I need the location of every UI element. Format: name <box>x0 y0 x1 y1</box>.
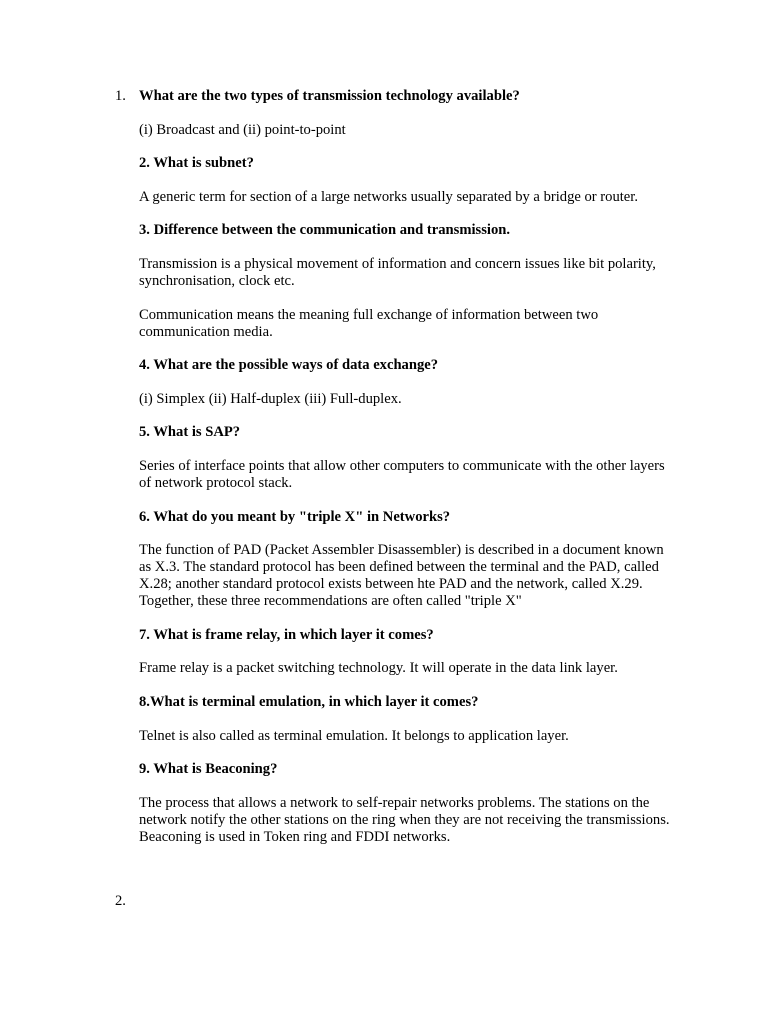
answer-8: Telnet is also called as terminal emulation. It belongs to application layer. <box>139 727 569 744</box>
answer-6: The function of PAD (Packet Assembler Disassembler) is described in a document known as X.3. The standard protocol has been defined between the terminal and the PAD, called X.28; another standard protocol exists between hte PAD and the network, called X.29. Together, these three recommendations are often called "triple X" <box>139 542 664 610</box>
question-6: 6. What do you meant by "triple X" in Networks? <box>139 508 451 525</box>
question-1: What are the two types of transmission technology available? <box>139 88 520 104</box>
answer-3b: Communication means the meaning full exchange of information between two communication media. <box>139 306 599 340</box>
list-number-1: 1. <box>115 88 126 104</box>
answer-4: (i) Simplex (ii) Half-duplex (iii) Full-duplex. <box>139 390 402 407</box>
question-3: 3. Difference between the communication and transmission. <box>139 222 511 239</box>
question-9: 9. What is Beaconing? <box>139 761 278 778</box>
question-4: 4. What are the possible ways of data exchange? <box>139 357 439 374</box>
qa-content <box>139 88 679 846</box>
question-2: 2. What is subnet? <box>139 155 254 172</box>
answer-7: Frame relay is a packet switching technology. It will operate in the data link layer. <box>139 660 618 677</box>
question-8: 8.What is terminal emulation, in which layer it comes? <box>139 693 479 710</box>
answer-9: The process that allows a network to self-repair networks problems. The stations on the network notify the other stations on the ring when they are not receiving the transmissions. Beaconing is used in Token ring and FDDI networks. <box>139 794 670 845</box>
answer-2: A generic term for section of a large networks usually separated by a bridge or router. <box>139 188 638 205</box>
answer-1: (i) Broadcast and (ii) point-to-point <box>139 121 346 138</box>
list-number-2: 2. <box>115 893 126 909</box>
question-7: 7. What is frame relay, in which layer it comes? <box>139 626 434 643</box>
answer-5: Series of interface points that allow other computers to communicate with the other layers of network protocol stack. <box>139 457 665 491</box>
answer-3a: Transmission is a physical movement of information and concern issues like bit polarity, synchronisation, clock etc. <box>139 255 656 289</box>
question-5: 5. What is SAP? <box>139 424 241 441</box>
